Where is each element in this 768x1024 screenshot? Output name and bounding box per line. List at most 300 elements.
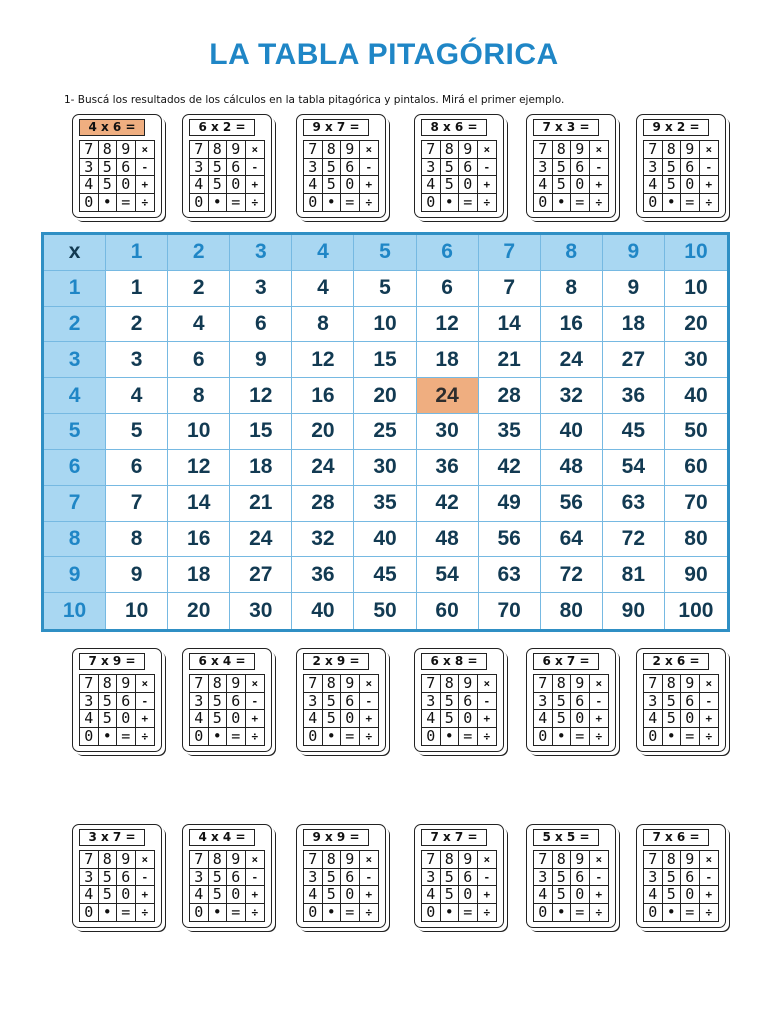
calculator-key: = (227, 194, 246, 212)
calculator-key: = (227, 904, 246, 922)
calculator-expression: 9 x 7 = (303, 119, 369, 136)
calculator-key: 5 (209, 710, 228, 728)
product-cell: 49 (479, 486, 541, 522)
calculator-key: 6 (341, 159, 360, 177)
product-cell: 8 (541, 271, 603, 307)
calculator-expression: 2 x 6 = (643, 653, 709, 670)
calculator-key: ÷ (141, 905, 149, 919)
calculator-key: 3 (422, 159, 441, 177)
calculator-key: 9 (459, 675, 478, 693)
calculator-key: 7 (304, 675, 323, 693)
calculator-key: 3 (304, 869, 323, 887)
calculator-key: 5 (209, 869, 228, 887)
calculator-key: ÷ (705, 905, 713, 919)
row-header: 10 (44, 593, 106, 629)
calculator-expression: 7 x 7 = (421, 829, 487, 846)
calculator-key: - (360, 159, 379, 177)
calculator-key: ÷ (483, 195, 491, 209)
product-cell: 80 (665, 522, 727, 558)
calculator-key: 0 (341, 710, 360, 728)
calculator-key: 5 (441, 159, 460, 177)
calculator-card (414, 824, 504, 928)
calculator-key: + (700, 710, 719, 728)
calculator-key: × (700, 675, 719, 693)
calculator-key: = (681, 728, 700, 746)
calculator-key: 7 (422, 675, 441, 693)
calculator-key: 6 (571, 869, 590, 887)
calculator-key: 3 (534, 869, 553, 887)
calculator-key: ÷ (141, 195, 149, 209)
calculator-key: 5 (441, 176, 460, 194)
product-cell: 9 (230, 342, 292, 378)
calculator-keypad (643, 140, 719, 212)
product-cell: 30 (665, 342, 727, 378)
calculator-card (296, 648, 386, 752)
calculator-key: 3 (644, 869, 663, 887)
calculator-key: - (246, 869, 265, 887)
calculator-key: = (681, 194, 700, 212)
calculator-key: × (590, 675, 609, 693)
product-cell: 72 (541, 557, 603, 593)
calculator-expression: 2 x 9 = (303, 653, 369, 670)
product-cell: 100 (678, 599, 714, 623)
calculator-key: + (136, 176, 155, 194)
calculator-key: 0 (80, 194, 99, 212)
calculator-key: - (478, 693, 497, 711)
calculator-key: 9 (341, 141, 360, 159)
column-header: 8 (541, 235, 603, 271)
calculator-expression: 6 x 7 = (533, 653, 599, 670)
calculator-key: 4 (644, 710, 663, 728)
calculator-key: 5 (553, 710, 572, 728)
calculator-key: 5 (99, 710, 118, 728)
product-cell: 18 (230, 450, 292, 486)
calculator-key: - (136, 693, 155, 711)
calculator-key: • (209, 194, 228, 212)
column-header: 2 (168, 235, 230, 271)
calculator-expression: 7 x 9 = (79, 653, 145, 670)
calculator-key: • (441, 194, 460, 212)
calculator-key: ÷ (595, 729, 603, 743)
product-cell: 10 (106, 593, 168, 629)
product-cell: 56 (541, 486, 603, 522)
calculator-key: 0 (681, 710, 700, 728)
calculator-key: ÷ (365, 905, 373, 919)
calculator-key: × (136, 141, 155, 159)
product-cell: 7 (479, 271, 541, 307)
product-cell: 9 (603, 271, 665, 307)
calculator-key: - (246, 159, 265, 177)
calculator-key: 9 (341, 851, 360, 869)
calculator-key: 8 (553, 141, 572, 159)
row-header: 4 (44, 378, 106, 414)
calculator-key: - (700, 159, 719, 177)
calculator-key: 4 (80, 886, 99, 904)
product-cell: 42 (479, 450, 541, 486)
calculator-key: - (360, 693, 379, 711)
product-cell: 28 (292, 486, 354, 522)
calculator-card (636, 648, 726, 752)
calculator-key: = (571, 194, 590, 212)
calculator-key: 6 (571, 693, 590, 711)
product-cell: 7 (106, 486, 168, 522)
calculator-key: = (227, 728, 246, 746)
calculator-key: × (360, 141, 379, 159)
calculator-key: 3 (644, 159, 663, 177)
product-cell: 3 (106, 342, 168, 378)
calculator-key: 5 (553, 176, 572, 194)
row-header: 3 (44, 342, 106, 378)
calculator-keypad (421, 140, 497, 212)
calculator-key: 0 (571, 886, 590, 904)
calculator-key: 4 (80, 710, 99, 728)
calculator-key: - (136, 869, 155, 887)
product-cell: 35 (354, 486, 416, 522)
product-cell: 1 (106, 271, 168, 307)
product-cell: 27 (603, 342, 665, 378)
product-cell: 35 (479, 414, 541, 450)
calculator-key: ÷ (595, 195, 603, 209)
calculator-key: + (360, 886, 379, 904)
calculator-key: 7 (644, 141, 663, 159)
calculator-card (72, 824, 162, 928)
calculator-key: 9 (681, 141, 700, 159)
calculator-expression: 4 x 6 = (79, 119, 145, 136)
calculator-key: • (323, 904, 342, 922)
calculator-key: 6 (341, 693, 360, 711)
calculator-key: 9 (681, 851, 700, 869)
calculator-key: 5 (323, 886, 342, 904)
calculator-card (526, 824, 616, 928)
product-cell: 45 (354, 557, 416, 593)
calculator-key: × (478, 851, 497, 869)
product-cell: 6 (168, 342, 230, 378)
calculator-expression: 6 x 2 = (189, 119, 255, 136)
calculator-keypad (421, 674, 497, 746)
calculator-card (182, 648, 272, 752)
calculator-keypad (79, 674, 155, 746)
calculator-key: 0 (227, 176, 246, 194)
product-cell: 6 (106, 450, 168, 486)
calculator-card (182, 824, 272, 928)
product-cell: 5 (354, 271, 416, 307)
calculator-key: + (590, 176, 609, 194)
product-cell: 4 (106, 378, 168, 414)
calculator-key: 3 (304, 693, 323, 711)
calculator-key: 5 (663, 159, 682, 177)
calculator-key: 5 (441, 869, 460, 887)
calculator-key: × (360, 851, 379, 869)
calculator-key: ÷ (251, 905, 259, 919)
product-cell: 10 (665, 271, 727, 307)
calculator-key: × (478, 675, 497, 693)
calculator-key: 5 (663, 693, 682, 711)
calculator-key: 7 (644, 851, 663, 869)
row-header: 8 (44, 522, 106, 558)
calculator-key: + (478, 886, 497, 904)
calculator-key: = (571, 728, 590, 746)
calculator-key: 9 (117, 851, 136, 869)
calculator-key: 5 (441, 886, 460, 904)
calculator-key: 6 (117, 869, 136, 887)
calculator-key: 3 (80, 869, 99, 887)
calculator-key: × (360, 675, 379, 693)
calculator-key: - (136, 159, 155, 177)
product-cell: 18 (417, 342, 479, 378)
calculator-key: 8 (209, 675, 228, 693)
calculator-key: 4 (304, 886, 323, 904)
product-cell: 12 (292, 342, 354, 378)
calculator-key: 8 (323, 141, 342, 159)
calculator-key: - (700, 693, 719, 711)
calculator-key: - (700, 869, 719, 887)
calculator-keypad (643, 850, 719, 922)
calculator-expression: 7 x 6 = (643, 829, 709, 846)
calculator-key: + (590, 710, 609, 728)
calculator-key: 8 (663, 141, 682, 159)
product-cell: 70 (479, 593, 541, 629)
calculator-key: + (136, 710, 155, 728)
product-cell: 48 (417, 522, 479, 558)
product-cell: 36 (603, 378, 665, 414)
column-header: 7 (479, 235, 541, 271)
calculator-key: - (246, 693, 265, 711)
calculator-key: ÷ (483, 729, 491, 743)
calculator-key: 0 (117, 886, 136, 904)
calculator-key: 5 (663, 886, 682, 904)
product-cell: 56 (479, 522, 541, 558)
calculator-key: 3 (190, 869, 209, 887)
calculator-key: 6 (681, 693, 700, 711)
calculator-key: 0 (534, 728, 553, 746)
calculator-key: 8 (323, 675, 342, 693)
product-cell: 45 (603, 414, 665, 450)
calculator-key: 0 (304, 904, 323, 922)
calculator-key: = (459, 728, 478, 746)
calculator-key: 7 (80, 141, 99, 159)
product-cell: 24 (292, 450, 354, 486)
table-corner-symbol: x (44, 235, 106, 271)
calculator-key: × (246, 141, 265, 159)
calculator-keypad (79, 140, 155, 212)
calculator-key: 9 (459, 851, 478, 869)
calculator-keypad (303, 140, 379, 212)
calculator-key: 6 (681, 159, 700, 177)
calculator-row-middle (0, 648, 768, 760)
product-cell: 15 (354, 342, 416, 378)
calculator-key: × (246, 851, 265, 869)
calculator-expression: 5 x 5 = (533, 829, 599, 846)
calculator-key: 7 (80, 851, 99, 869)
calculator-key: 4 (534, 886, 553, 904)
product-cell: 14 (168, 486, 230, 522)
product-cell: 63 (603, 486, 665, 522)
calculator-key: 5 (553, 886, 572, 904)
product-cell: 48 (541, 450, 603, 486)
calculator-key: × (136, 851, 155, 869)
calculator-key: 8 (99, 675, 118, 693)
calculator-key: + (246, 710, 265, 728)
calculator-key: • (209, 728, 228, 746)
calculator-key: = (459, 904, 478, 922)
calculator-expression: 4 x 4 = (189, 829, 255, 846)
calculator-key: 4 (534, 176, 553, 194)
calculator-key: 5 (663, 176, 682, 194)
calculator-key: 7 (534, 675, 553, 693)
calculator-key: • (99, 904, 118, 922)
calculator-key: 7 (534, 141, 553, 159)
calculator-key: × (478, 141, 497, 159)
product-cell: 20 (292, 414, 354, 450)
calculator-key: + (246, 886, 265, 904)
calculator-key: - (590, 869, 609, 887)
calculator-keypad (533, 140, 609, 212)
calculator-card (296, 824, 386, 928)
instruction-text: 1- Buscá los resultados de los cálculos en la tabla pitagórica y pintalos. Mirá el primer ejemplo. (64, 94, 565, 106)
pythagorean-table (41, 232, 730, 632)
calculator-key: 0 (190, 728, 209, 746)
calculator-key: 4 (304, 176, 323, 194)
column-header: 5 (354, 235, 416, 271)
calculator-key: 9 (571, 675, 590, 693)
calculator-key: 5 (323, 176, 342, 194)
calculator-key: 0 (227, 886, 246, 904)
calculator-expression: 3 x 7 = (79, 829, 145, 846)
calculator-key: 5 (323, 693, 342, 711)
calculator-key: ÷ (251, 729, 259, 743)
product-cell: 16 (292, 378, 354, 414)
calculator-key: 5 (209, 886, 228, 904)
calculator-card (414, 114, 504, 218)
calculator-key: 8 (663, 675, 682, 693)
product-cell: 9 (106, 557, 168, 593)
calculator-key: ÷ (365, 729, 373, 743)
calculator-card (526, 114, 616, 218)
calculator-card (414, 648, 504, 752)
calculator-key: 9 (117, 141, 136, 159)
calculator-key: 0 (644, 728, 663, 746)
calculator-key: 3 (190, 693, 209, 711)
calculator-key: 0 (422, 728, 441, 746)
product-cell: 30 (354, 450, 416, 486)
calculator-key: ÷ (705, 729, 713, 743)
product-cell: 70 (665, 486, 727, 522)
calculator-key: = (681, 904, 700, 922)
calculator-key: 0 (459, 710, 478, 728)
calculator-key: • (323, 194, 342, 212)
product-cell: 20 (665, 307, 727, 343)
product-cell: 40 (354, 522, 416, 558)
calculator-card (636, 824, 726, 928)
calculator-key: 0 (117, 710, 136, 728)
calculator-key: • (99, 194, 118, 212)
calculator-key: 0 (459, 176, 478, 194)
product-cell: 50 (354, 593, 416, 629)
product-cell: 27 (230, 557, 292, 593)
product-cell: 14 (479, 307, 541, 343)
calculator-key: × (590, 851, 609, 869)
calculator-key: ÷ (365, 195, 373, 209)
product-cell: 4 (292, 271, 354, 307)
product-cell: 54 (417, 557, 479, 593)
calculator-key: • (323, 728, 342, 746)
calculator-key: = (341, 194, 360, 212)
calculator-key: 5 (323, 710, 342, 728)
product-cell: 20 (354, 378, 416, 414)
calculator-key: 4 (422, 176, 441, 194)
calculator-key: 0 (80, 728, 99, 746)
calculator-key: 5 (553, 693, 572, 711)
calculator-key: 7 (190, 851, 209, 869)
calculator-key: 0 (644, 904, 663, 922)
calculator-card (72, 648, 162, 752)
calculator-key: 3 (534, 693, 553, 711)
calculator-keypad (421, 850, 497, 922)
calculator-key: + (360, 710, 379, 728)
calculator-key: 4 (422, 710, 441, 728)
calculator-key: 6 (117, 693, 136, 711)
calculator-key: 4 (190, 886, 209, 904)
product-cell: 21 (479, 342, 541, 378)
row-header: 9 (44, 557, 106, 593)
calculator-key: × (246, 675, 265, 693)
calculator-expression: 6 x 4 = (189, 653, 255, 670)
calculator-key: 0 (80, 904, 99, 922)
calculator-key: 8 (553, 675, 572, 693)
calculator-key: 7 (304, 851, 323, 869)
product-cell: 3 (230, 271, 292, 307)
product-cell: 10 (168, 414, 230, 450)
calculator-key: 6 (681, 869, 700, 887)
calculator-key: 0 (571, 710, 590, 728)
calculator-key: 3 (422, 869, 441, 887)
calculator-key: 3 (190, 159, 209, 177)
calculator-key: 3 (644, 693, 663, 711)
product-cell: 8 (168, 378, 230, 414)
calculator-key: 0 (571, 176, 590, 194)
calculator-key: • (441, 728, 460, 746)
calculator-row-top (0, 114, 768, 226)
product-cell: 40 (541, 414, 603, 450)
calculator-key: + (360, 176, 379, 194)
calculator-key: 9 (341, 675, 360, 693)
column-header: 3 (230, 235, 292, 271)
product-cell: 81 (603, 557, 665, 593)
row-header: 7 (44, 486, 106, 522)
calculator-key: 7 (422, 141, 441, 159)
calculator-key: 9 (459, 141, 478, 159)
calculator-key: 8 (99, 851, 118, 869)
calculator-key: 6 (459, 869, 478, 887)
product-cell: 8 (106, 522, 168, 558)
column-header: 10 (665, 235, 727, 271)
product-cell: 72 (603, 522, 665, 558)
calculator-key: 4 (534, 710, 553, 728)
calculator-key: 6 (341, 869, 360, 887)
calculator-key: 4 (644, 886, 663, 904)
calculator-key: 7 (190, 675, 209, 693)
calculator-keypad (79, 850, 155, 922)
product-cell: 24 (541, 342, 603, 378)
calculator-key: 8 (209, 851, 228, 869)
calculator-key: 5 (323, 159, 342, 177)
calculator-key: 3 (534, 159, 553, 177)
calculator-key: = (459, 194, 478, 212)
product-cell: 42 (417, 486, 479, 522)
calculator-key: 0 (117, 176, 136, 194)
calculator-keypad (643, 674, 719, 746)
calculator-key: 9 (227, 851, 246, 869)
